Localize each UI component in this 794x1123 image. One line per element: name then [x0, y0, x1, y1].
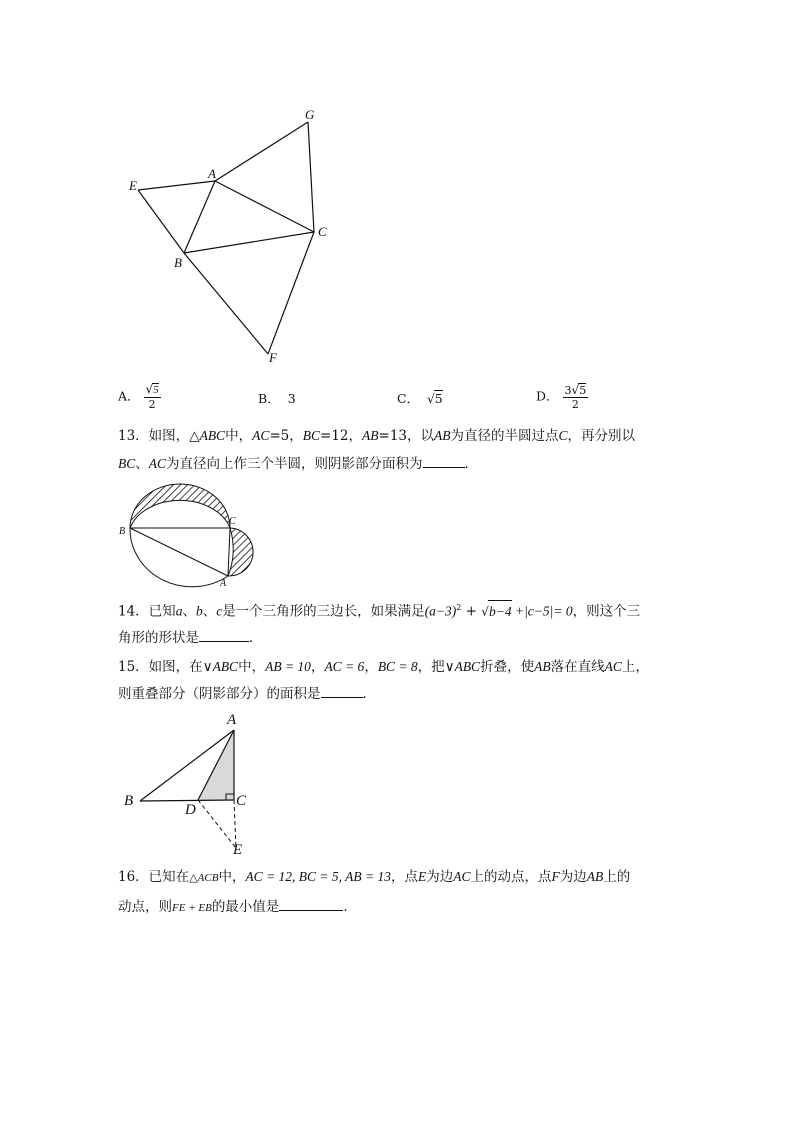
q13-text: 为直径的半圆过点: [450, 428, 559, 444]
q14-var-b: b: [195, 603, 203, 619]
label-E: E: [129, 178, 137, 193]
q14-expr: +|c−5|= 0: [511, 603, 573, 619]
q15-text: ，把: [417, 659, 445, 675]
option-a-radicand: 5: [153, 384, 159, 396]
q15-triangle: ∨ABC: [444, 659, 481, 674]
q16-text: 的最小值是: [211, 899, 280, 915]
label-G: G: [305, 107, 315, 122]
q14-text: ．: [249, 630, 263, 646]
q15-line2: [118, 683, 376, 705]
q13-text: =5，: [269, 428, 303, 444]
semicircle-ab: [130, 528, 228, 587]
q13-text: =12，: [320, 428, 363, 444]
q14-text: ，则这个三: [572, 603, 641, 620]
q14-text: 、: [182, 603, 196, 620]
q16-text: 16．已知在: [118, 869, 190, 885]
figure-q13: [116, 478, 266, 590]
option-a-fraction: $\frac{√5}{2}$: [145, 382, 159, 411]
q16-text: 上的: [603, 869, 631, 885]
q13-seg-bc: BC: [302, 428, 321, 443]
label-B: B: [124, 793, 134, 809]
q15-text: 15．如图，在: [118, 659, 203, 675]
q15-text: ，: [364, 659, 378, 675]
segment-AG: [215, 122, 308, 181]
q15-seg-ac: AC: [604, 659, 622, 674]
segment-BF: [184, 253, 268, 354]
q14-text: 、: [202, 603, 217, 620]
q16-point-e: E: [418, 869, 427, 884]
q14-answer-blank[interactable]: [199, 629, 249, 642]
q14-expr-exponent: 2: [456, 603, 462, 612]
segment-BC: [184, 232, 314, 253]
q15-line1: [118, 656, 649, 678]
option-c[interactable]: C． √5: [397, 391, 443, 406]
option-a-denominator: 2: [148, 398, 156, 411]
label-C: C: [318, 224, 327, 239]
q13-text: ．: [464, 456, 479, 472]
segment-EB: [138, 190, 184, 253]
q15-measure-ac: AC = 6: [324, 659, 365, 674]
q15-text: ，: [310, 659, 325, 675]
q15-text: 中，: [238, 659, 266, 675]
option-d-denominator: 2: [571, 398, 579, 411]
option-d-radicand: 5: [579, 384, 587, 397]
q14-var-a: a: [175, 603, 183, 619]
segment-AC: [215, 181, 314, 232]
q14-expr: (a−3): [424, 603, 457, 619]
label-A: A: [208, 166, 216, 181]
figure-q12: [120, 100, 350, 370]
q14-text: 是一个三角形的三边长，如果满足: [222, 603, 425, 620]
label-F: F: [269, 350, 277, 365]
segment-BA: [130, 528, 228, 576]
shaded-lune-ac: [228, 528, 253, 576]
option-b[interactable]: [258, 389, 296, 407]
q16-seg-ac: AC: [453, 869, 471, 884]
label-D: D: [185, 802, 196, 818]
q13-seg-ab: AB: [362, 428, 379, 443]
q16-line1: [118, 866, 630, 889]
option-a-key: A．: [118, 388, 140, 404]
q14-text: 14．已知: [118, 603, 176, 620]
q14-var-c: c: [216, 603, 223, 619]
figure-q15: [118, 708, 258, 860]
option-b-value: 3: [287, 391, 296, 406]
option-c-radicand: 5: [434, 391, 443, 406]
label-C: C: [229, 516, 236, 527]
q16-triangle: △ACB: [189, 872, 219, 884]
segment-BC: [140, 800, 234, 801]
q13-text: ，再分别以: [567, 428, 636, 444]
q14-text: 角形的形状是: [118, 630, 199, 646]
q16-line2: [118, 896, 357, 919]
q16-measures: AC = 12, BC = 5, AB = 13: [245, 869, 392, 884]
q13-seg-bc: BC: [118, 456, 136, 471]
q13-answer-blank[interactable]: [423, 455, 465, 468]
q15-measure-ab: AB = 10: [265, 659, 311, 674]
q15-measure-bc: BC = 8: [377, 659, 418, 674]
q15-text: 折叠，使: [480, 659, 535, 675]
option-b-key: B．: [258, 391, 280, 406]
q16-seg-ab: AB: [586, 869, 604, 884]
q15-triangle: ∨ABC: [202, 659, 239, 674]
q16-text: ．: [343, 899, 357, 915]
option-a[interactable]: [118, 383, 161, 411]
shaded-lune-bc: [130, 484, 230, 528]
q15-text: 上，: [621, 659, 649, 675]
q13-seg-ac: AC: [148, 456, 167, 471]
q16-point-f: F: [551, 869, 560, 884]
q16-text: ，点: [391, 869, 419, 885]
q13-triangle: △ABC: [189, 428, 226, 443]
label-B: B: [174, 255, 182, 270]
q16-text: 动点，则: [118, 899, 172, 915]
segment-GC: [308, 122, 314, 232]
q16-text: 为边: [426, 869, 454, 885]
segment-EA: [138, 181, 215, 190]
q13-text: =13，以: [378, 428, 435, 444]
q15-seg-ab: AB: [534, 659, 551, 674]
q13-line2: [118, 453, 478, 475]
q15-text: 落在直线: [550, 659, 605, 675]
q13-seg-ac: AC: [252, 428, 270, 443]
q13-text: 、: [135, 456, 149, 472]
option-d-fraction: $\frac{3√5}{2}$: [564, 383, 587, 411]
label-A: A: [220, 578, 227, 589]
option-d-key: D．: [536, 388, 559, 404]
q13-seg-ab: AB: [434, 428, 451, 443]
q15-answer-blank[interactable]: [321, 685, 363, 698]
q16-answer-blank[interactable]: [279, 898, 343, 911]
option-d-coefficient: 3: [564, 384, 572, 397]
segment-CF: [268, 232, 314, 354]
option-c-key: C．: [397, 391, 420, 406]
q15-text: 则重叠部分（阴影部分）的面积是: [118, 686, 321, 702]
segment-DE-dashed: [198, 800, 236, 848]
q13-text: 为直径向上作三个半圆，则阴影部分面积为: [166, 456, 423, 472]
q14-line1: 14．已知a、b、c是一个三角形的三边长，如果满足$(a-3)^2 + √b-4 +|c-5|= 0$，则这个三: [118, 597, 640, 623]
segment-AB: [184, 181, 215, 253]
q16-text: 上的动点，点: [470, 869, 552, 885]
q15-text: ．: [362, 686, 376, 702]
option-d[interactable]: [536, 383, 588, 411]
q13-point-c: C: [558, 428, 568, 443]
q16-text: 中，: [218, 869, 246, 885]
label-A: A: [227, 712, 237, 728]
q14-line2: [118, 627, 263, 649]
q13-text: 中，: [225, 428, 253, 444]
q14-expr: +: [461, 603, 482, 620]
label-E: E: [233, 842, 243, 858]
q14-expr-radicand: b−4: [488, 600, 512, 623]
q13-line1: [118, 425, 635, 447]
label-B: B: [119, 526, 126, 537]
q13-text: 13．如图，: [118, 428, 190, 444]
q16-expression: FE + EB: [172, 902, 212, 914]
q16-text: 为边: [559, 869, 587, 885]
label-C: C: [236, 793, 247, 809]
segment-CA: [228, 528, 230, 576]
